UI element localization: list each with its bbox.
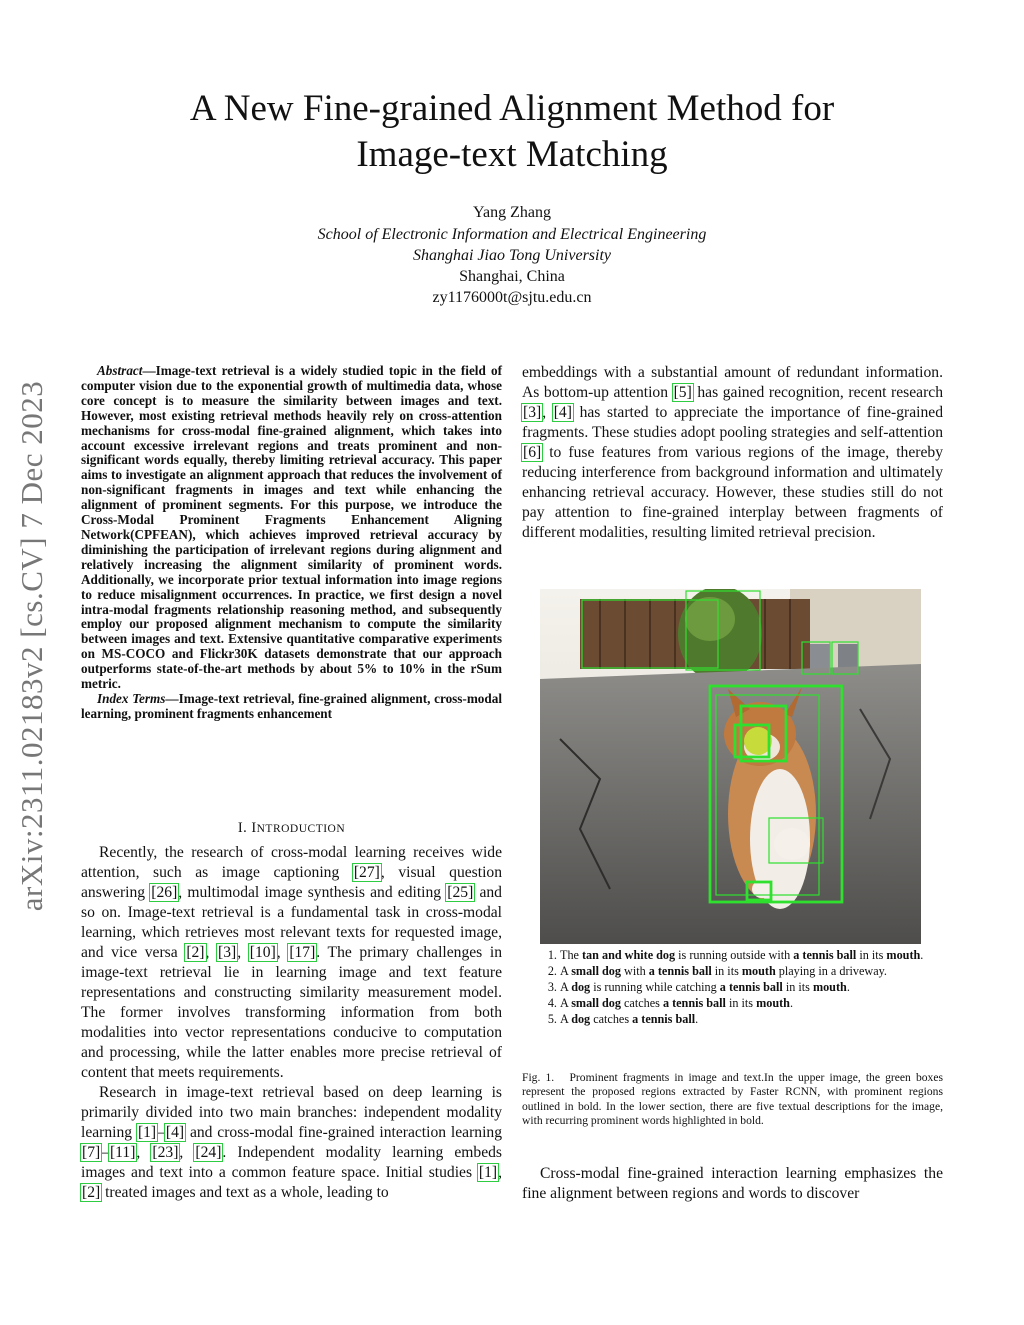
- abstract-label: Abstract: [97, 363, 143, 378]
- right-column-paragraph-2: Cross-modal fine-grained interaction learning emphasizes the fine alignment between regions and words to discover: [522, 1165, 943, 1202]
- description-item: 4. A small dog catches a tennis ball in its mouth.: [560, 995, 926, 1011]
- citation-link[interactable]: [25]: [447, 884, 474, 901]
- citation-link[interactable]: [3]: [523, 404, 542, 421]
- citation-link[interactable]: [1]: [137, 1124, 157, 1141]
- citation-link[interactable]: [2]: [82, 1184, 101, 1201]
- arxiv-identifier: arXiv:2311.02183v2 [cs.CV] 7 Dec 2023: [14, 380, 49, 912]
- bush-highlight: [685, 597, 735, 641]
- author-department: School of Electronic Information and Electrical Engineering: [317, 226, 707, 243]
- dog-paw: [774, 828, 810, 860]
- citation-link[interactable]: [7]: [82, 1144, 101, 1161]
- abstract-text: —Image-text retrieval is a widely studied topic in the field of computer vision due to the exponential growth of multimedia data, whose core concept is to measure the similarity between images and text. However, most existing retrieval methods heavily rely on cross-attention mechanisms for cross-modal fine-grained alignment, which takes into account excessive irrelevant regions and treats prominent and non-significant words equally, thereby limiting retrieval accuracy. This paper aims to investigate an alignment approach that reduces the involvement of non-significant fragments in images and text while enhancing the alignment of prominent segments. For this purpose, we introduce the Cross-Modal Prominent Fragments Enhancement Aligning Network(CPFEAN), which achieves improved retrieval accuracy by diminishing the participation of irrelevant regions during alignment and relatively increasing the alignment similarity of prominent words. Additionally, we incorporate prior textual information into image regions to reduce misalignment occurrences. In practice, we first design a novel intra-modal fragments relationship reasoning method, and subsequently employ our proposed alignment mechanism to compute the similarity between images and text. Extensive quantitative comparative experiments on MS-COCO and Flickr30K datasets demonstrate that our approach outperforms state-of-the-art methods by about 5% to 10% in the rSum metric.: [81, 363, 502, 692]
- citation-link[interactable]: [4]: [165, 1124, 185, 1141]
- citation-link[interactable]: [1]: [478, 1164, 498, 1181]
- figure-caption: [522, 1071, 943, 1128]
- description-item: 5. A dog catches a tennis ball.: [560, 1011, 926, 1027]
- paper-title: [0, 86, 1024, 178]
- citation-link[interactable]: [23]: [152, 1144, 179, 1161]
- title-line-2: Image-text Matching: [356, 134, 668, 175]
- citation-link[interactable]: [6]: [523, 444, 542, 461]
- index-terms-label: Index Terms: [97, 690, 166, 706]
- citation-link[interactable]: [2]: [186, 944, 205, 961]
- section-heading-introduction: I. INTRODUCTION: [237, 820, 346, 836]
- citation-link[interactable]: [5]: [673, 384, 692, 401]
- author-city: Shanghai, China: [459, 268, 565, 285]
- citation-link[interactable]: [11]: [109, 1144, 136, 1161]
- intro-paragraph-1: Recently, the research of cross-modal learning receives wide attention, such as image captioning [27], visual question answering [26], multimodal image synthesis and editing [25] and so on. Image-text retrieval is a fundamental task in cross-modal learning, which retrieves most relevant texts for requested image, and vice versa [2], [3], [10], [17]. The primary challenges in image-text retrieval lie in learning image and text feature representations and constructing similarity measurement model. The former involves transforming information from both modalities into vector representations conducive to computation and processing, while the latter enables more precise retrieval of content that meets requirements.: [81, 844, 503, 1081]
- citation-link[interactable]: [26]: [151, 884, 178, 901]
- citation-link[interactable]: [3]: [218, 944, 237, 961]
- citation-link[interactable]: [10]: [249, 944, 276, 961]
- figure-label: Fig. 1.: [522, 1071, 555, 1084]
- figure-text-descriptions: [546, 947, 926, 1027]
- citation-link[interactable]: [4]: [553, 404, 572, 421]
- intro-paragraph-2: Research in image-text retrieval based on deep learning is primarily divided into two main branches: independent modality learning [1]–[4] and cross-modal fine-grained interaction learning [7]–[11], [23], [24]. Independent modality learning embeds images and text into a common feature space. Initial studies [1], [2] treated images and text as a whole, leading to: [81, 1084, 502, 1201]
- citation-link[interactable]: [27]: [353, 864, 380, 881]
- right-column-paragraph-1: embeddings with a substantial amount of redundant information. As bottom-up attention [5] has gained recognition, recent research [3], [4] has started to appreciate the importance of fine-grained fragments. These studies adopt pooling strategies and self-attention [6] to fuse features from various regions of the image, thereby reducing interference from background information and ultimately enhancing retrieval accuracy. However, these studies still do not pay attention to fine-grained interplay between fragments of different modalities, resulting limited retrieval precision.: [522, 364, 943, 541]
- arxiv-sidebar: [2, 356, 62, 936]
- description-item: 1. The tan and white dog is running outside with a tennis ball in its mouth.: [560, 947, 926, 963]
- figure-caption-text: Prominent fragments in image and text.In the upper image, the green boxes represent the proposed regions extracted by Faster RCNN, with prominent regions outlined in bold. In the lower section, there are five textual descriptions for the image, with recurring prominent words highlighted in bold.: [522, 1071, 943, 1127]
- description-item: 3. A dog is running while catching a tennis ball in its mouth.: [560, 979, 926, 995]
- author-name: Yang Zhang: [473, 204, 551, 221]
- index-terms-text: —Image-text retrieval, fine-grained alignment, cross-modal learning, prominent fragments enhancement: [81, 690, 502, 721]
- abstract-block: [81, 364, 502, 722]
- citation-link[interactable]: [24]: [195, 1144, 222, 1161]
- figure-dog-photo: [540, 589, 921, 944]
- description-item: 2. A small dog with a tennis ball in its mouth playing in a driveway.: [560, 963, 926, 979]
- title-line-1: A New Fine-grained Alignment Method for: [189, 88, 835, 129]
- author-university: Shanghai Jiao Tong University: [412, 247, 612, 264]
- author-email: zy1176000t@sjtu.edu.cn: [432, 289, 592, 306]
- citation-link[interactable]: [17]: [289, 944, 316, 961]
- introduction-body: [81, 843, 502, 1203]
